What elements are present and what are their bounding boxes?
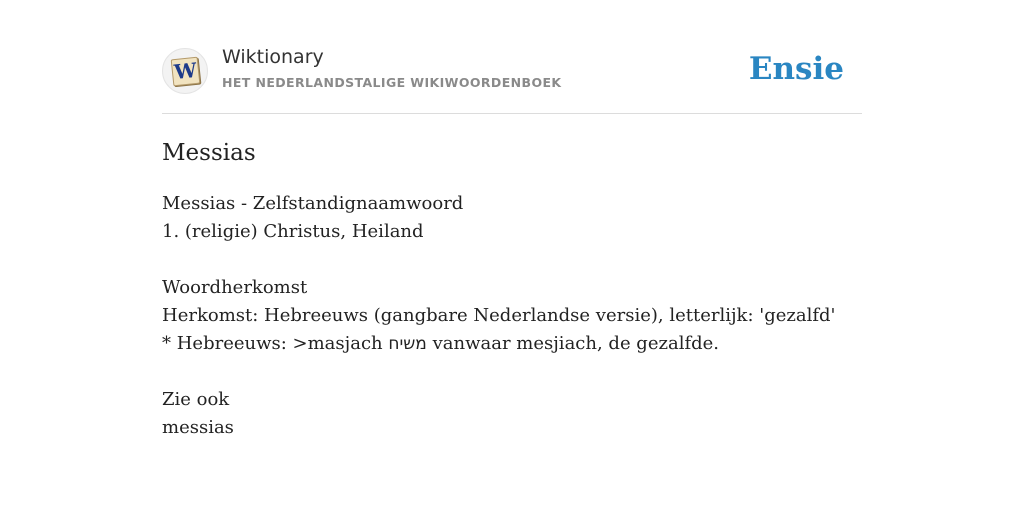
site-header: [162, 44, 862, 114]
see-also-heading: Zie ook: [162, 389, 230, 410]
etymology-detail: [162, 330, 862, 358]
etymology-heading: Woordherkomst: [162, 277, 308, 298]
site-name[interactable]: Wiktionary: [222, 46, 324, 68]
wiktionary-logo-icon: W: [171, 57, 201, 87]
definition-item: 1. (religie) Christus, Heiland: [162, 221, 424, 242]
see-also-link[interactable]: messias: [162, 417, 234, 438]
headword-line: Messias - Zelfstandignaamwoord: [162, 193, 464, 214]
spacer: [162, 358, 862, 386]
site-tagline: HET NEDERLANDSTALIGE WIKIWOORDENBOEK: [222, 75, 562, 90]
ensie-brand-link[interactable]: Ensie: [748, 51, 844, 87]
etymology-detail-suffix: vanwaar mesjiach, de gezalfde.: [426, 333, 720, 354]
page-container: [162, 44, 862, 442]
hebrew-word: משיח: [388, 334, 427, 354]
etymology-origin: Herkomst: Hebreeuws (gangbare Nederlandse versie), letterlijk: 'gezalfd': [162, 305, 836, 326]
etymology-detail-prefix: * Hebreeuws: >masjach: [162, 333, 389, 354]
spacer: [162, 246, 862, 274]
entry-body: [162, 190, 862, 442]
wiktionary-logo[interactable]: [162, 48, 208, 94]
page-title: Messias: [162, 140, 256, 166]
